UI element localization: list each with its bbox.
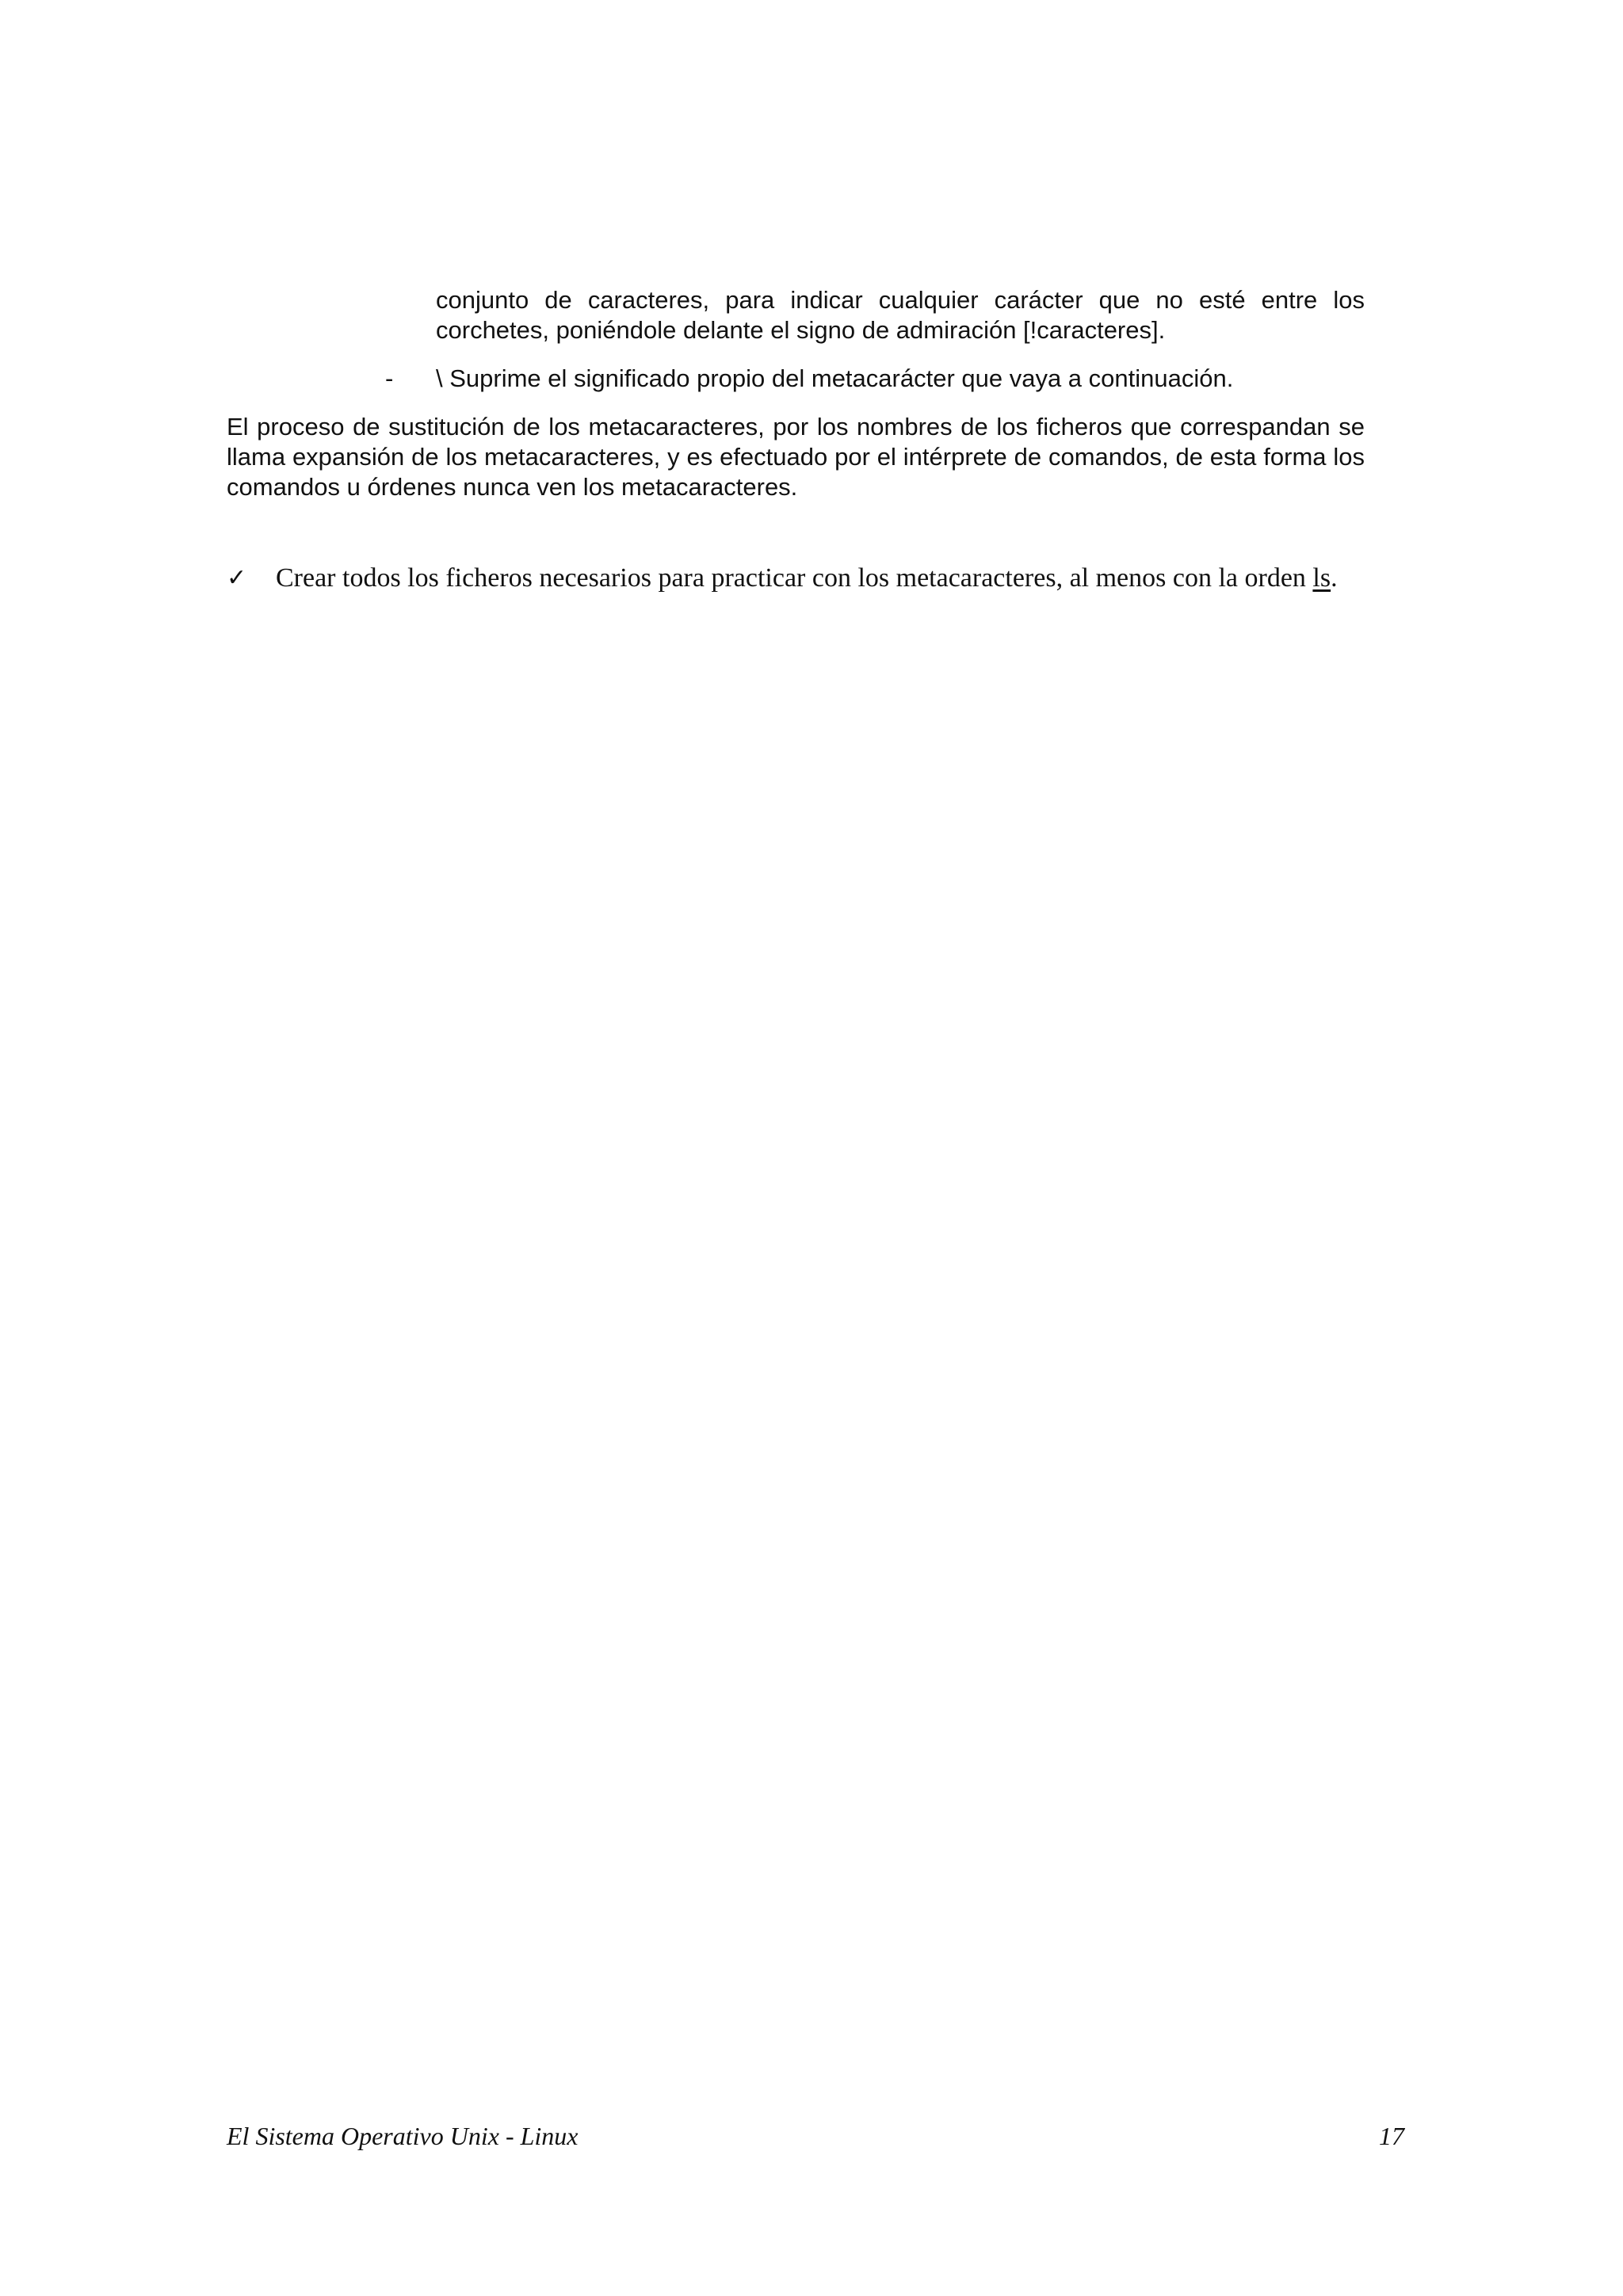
task-text-main: Crear todos los ficheros necesarios para practicar con los metacaracteres, al menos con la orden [276,563,1313,593]
task-text [276,563,1395,594]
task-text-end: . [1331,563,1338,593]
continuation-paragraph: conjunto de caracteres, para indicar cualquier carácter que no esté entre los corchetes, poniéndole delante el signo de admiración [!caracteres]. [436,286,1365,344]
list-item-text: \ Suprime el significado propio del metacarácter que vaya a continuación. [436,364,1234,392]
list-item [385,364,1368,394]
page-number: 17 [1379,2122,1404,2150]
body-paragraph: El proceso de sustitución de los metacaracteres, por los nombres de los ficheros que correspandan se llama expansión de los metacaracteres, y es efectuado por el intérprete de comandos, de esta forma los comandos u órdenes nunca ven los metacaracteres. [227,413,1365,501]
command-ls: ls [1312,563,1331,593]
footer-title: El Sistema Operativo Unix - Linux [227,2122,579,2150]
list-bullet: - [385,364,394,392]
checkmark-icon: ✓ [227,564,247,592]
